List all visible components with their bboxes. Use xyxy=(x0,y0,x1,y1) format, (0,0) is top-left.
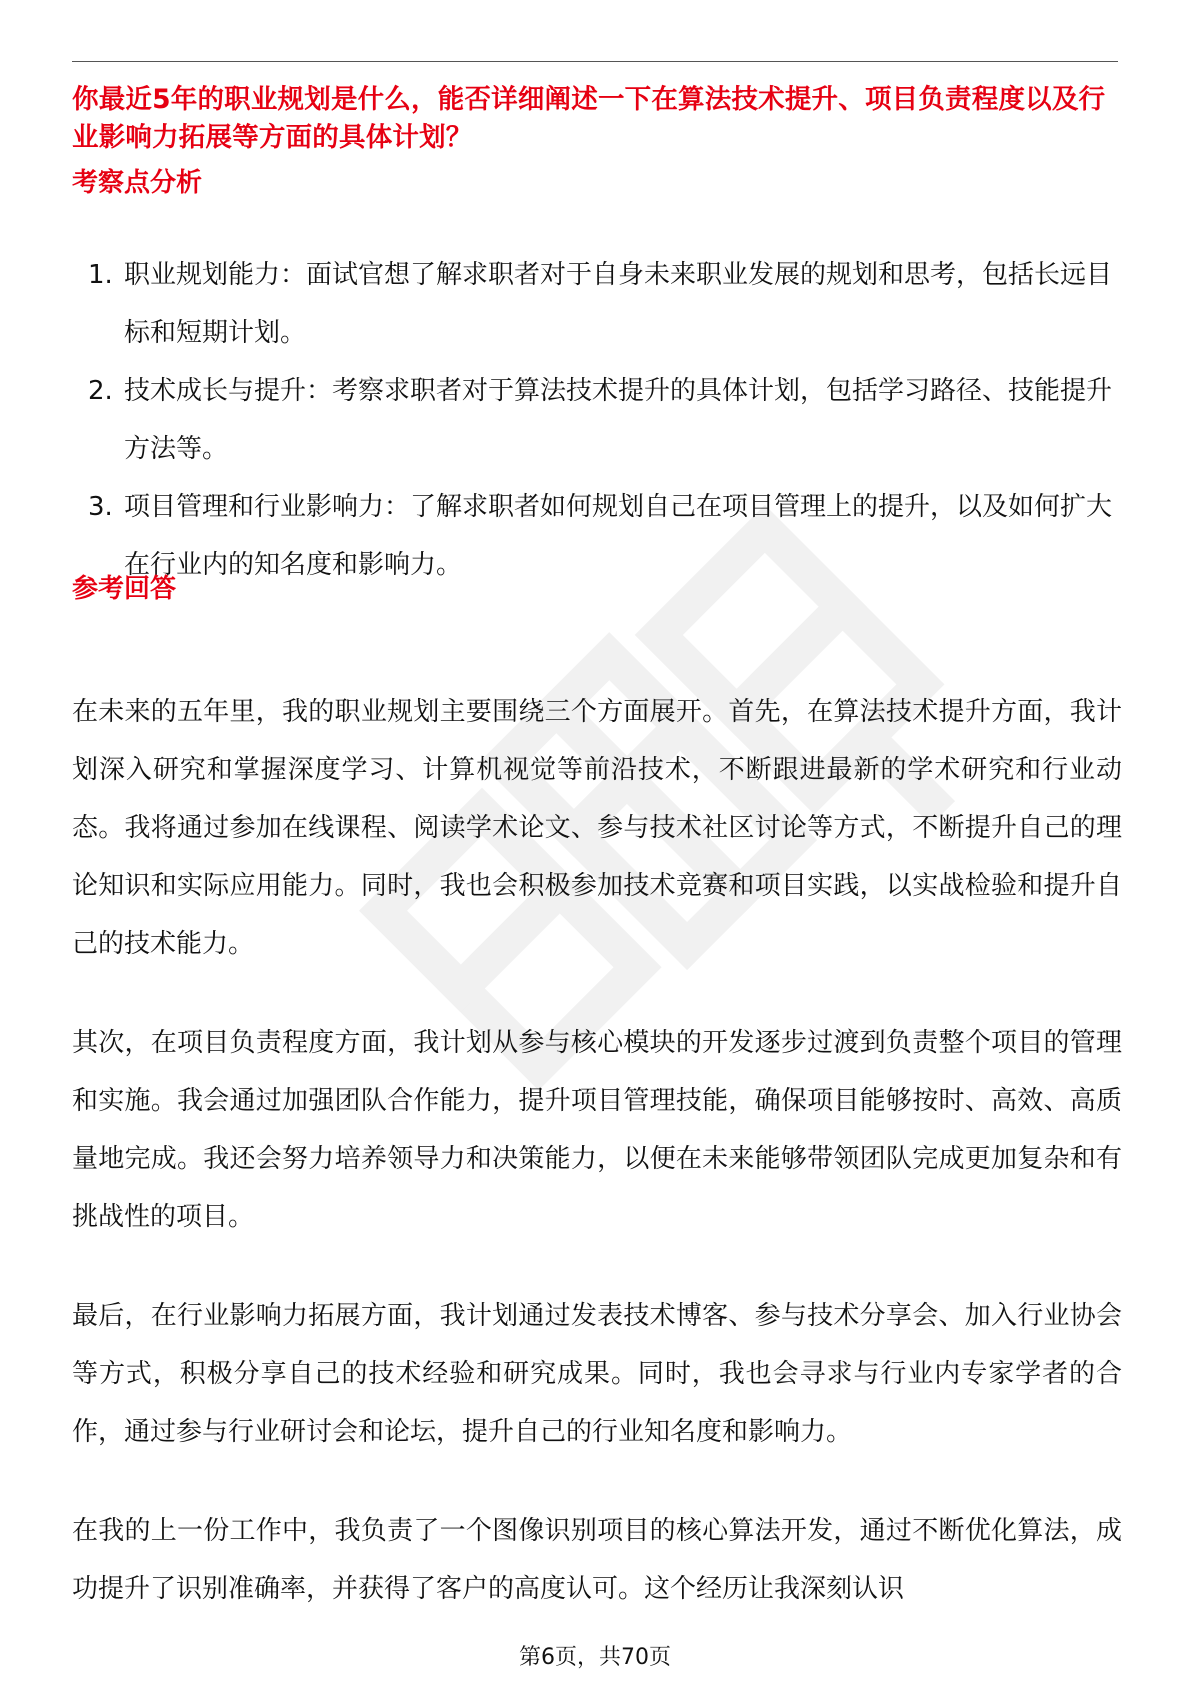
list-item-text: 技术成长与提升：考察求职者对于算法技术提升的具体计划，包括学习路径、技能提升方法等。 xyxy=(124,376,1113,464)
answer-paragraph: 其次，在项目负责程度方面，我计划从参与核心模块的开发逐步过渡到负责整个项目的管理和实施。我会通过加强团队合作能力，提升项目管理技能，确保项目能够按时、高效、高质量地完成。我还会努力培养领导力和决策能力，以便在未来能够带领团队完成更加复杂和有挑战性的项目。 xyxy=(72,1028,1122,1232)
top-divider xyxy=(72,61,1118,62)
analysis-item xyxy=(72,478,1122,594)
question-title: 你最近5年的职业规划是什么，能否详细阐述一下在算法技术提升、项目负责程度以及行业影响力拓展等方面的具体计划？ xyxy=(72,84,1106,153)
answer-paragraph: 在我的上一份工作中，我负责了一个图像识别项目的核心算法开发，通过不断优化算法，成功提升了识别准确率，并获得了客户的高度认可。这个经历让我深刻认识 xyxy=(72,1516,1122,1604)
list-item-text: 职业规划能力：面试官想了解求职者对于自身未来职业发展的规划和思考，包括长远目标和短期计划。 xyxy=(124,260,1113,348)
answer-body xyxy=(72,683,1122,1659)
list-number: 2. xyxy=(88,376,113,406)
answer-paragraph: 最后，在行业影响力拓展方面，我计划通过发表技术博客、参与技术分享会、加入行业协会等方式，积极分享自己的技术经验和研究成果。同时，我也会寻求与行业内专家学者的合作，通过参与行业研讨会和论坛，提升自己的行业知名度和影响力。 xyxy=(72,1301,1122,1447)
answer-heading: 参考回答 xyxy=(72,574,177,604)
list-number: 1. xyxy=(88,260,113,290)
analysis-item xyxy=(72,362,1122,478)
list-number: 3. xyxy=(88,492,113,522)
analysis-list xyxy=(72,246,1122,594)
answer-paragraph: 在未来的五年里，我的职业规划主要围绕三个方面展开。首先，在算法技术提升方面，我计划深入研究和掌握深度学习、计算机视觉等前沿技术，不断跟进最新的学术研究和行业动态。我将通过参加在线课程、阅读学术论文、参与技术社区讨论等方式，不断提升自己的理论知识和实际应用能力。同时，我也会积极参加技术竞赛和项目实践，以实战检验和提升自己的技术能力。 xyxy=(72,697,1122,959)
list-item-text: 项目管理和行业影响力：了解求职者如何规划自己在项目管理上的提升，以及如何扩大在行业内的知名度和影响力。 xyxy=(124,492,1113,580)
analysis-heading: 考察点分析 xyxy=(72,168,203,198)
page-number: 第6页，共70页 xyxy=(519,1645,671,1670)
analysis-item xyxy=(72,246,1122,362)
